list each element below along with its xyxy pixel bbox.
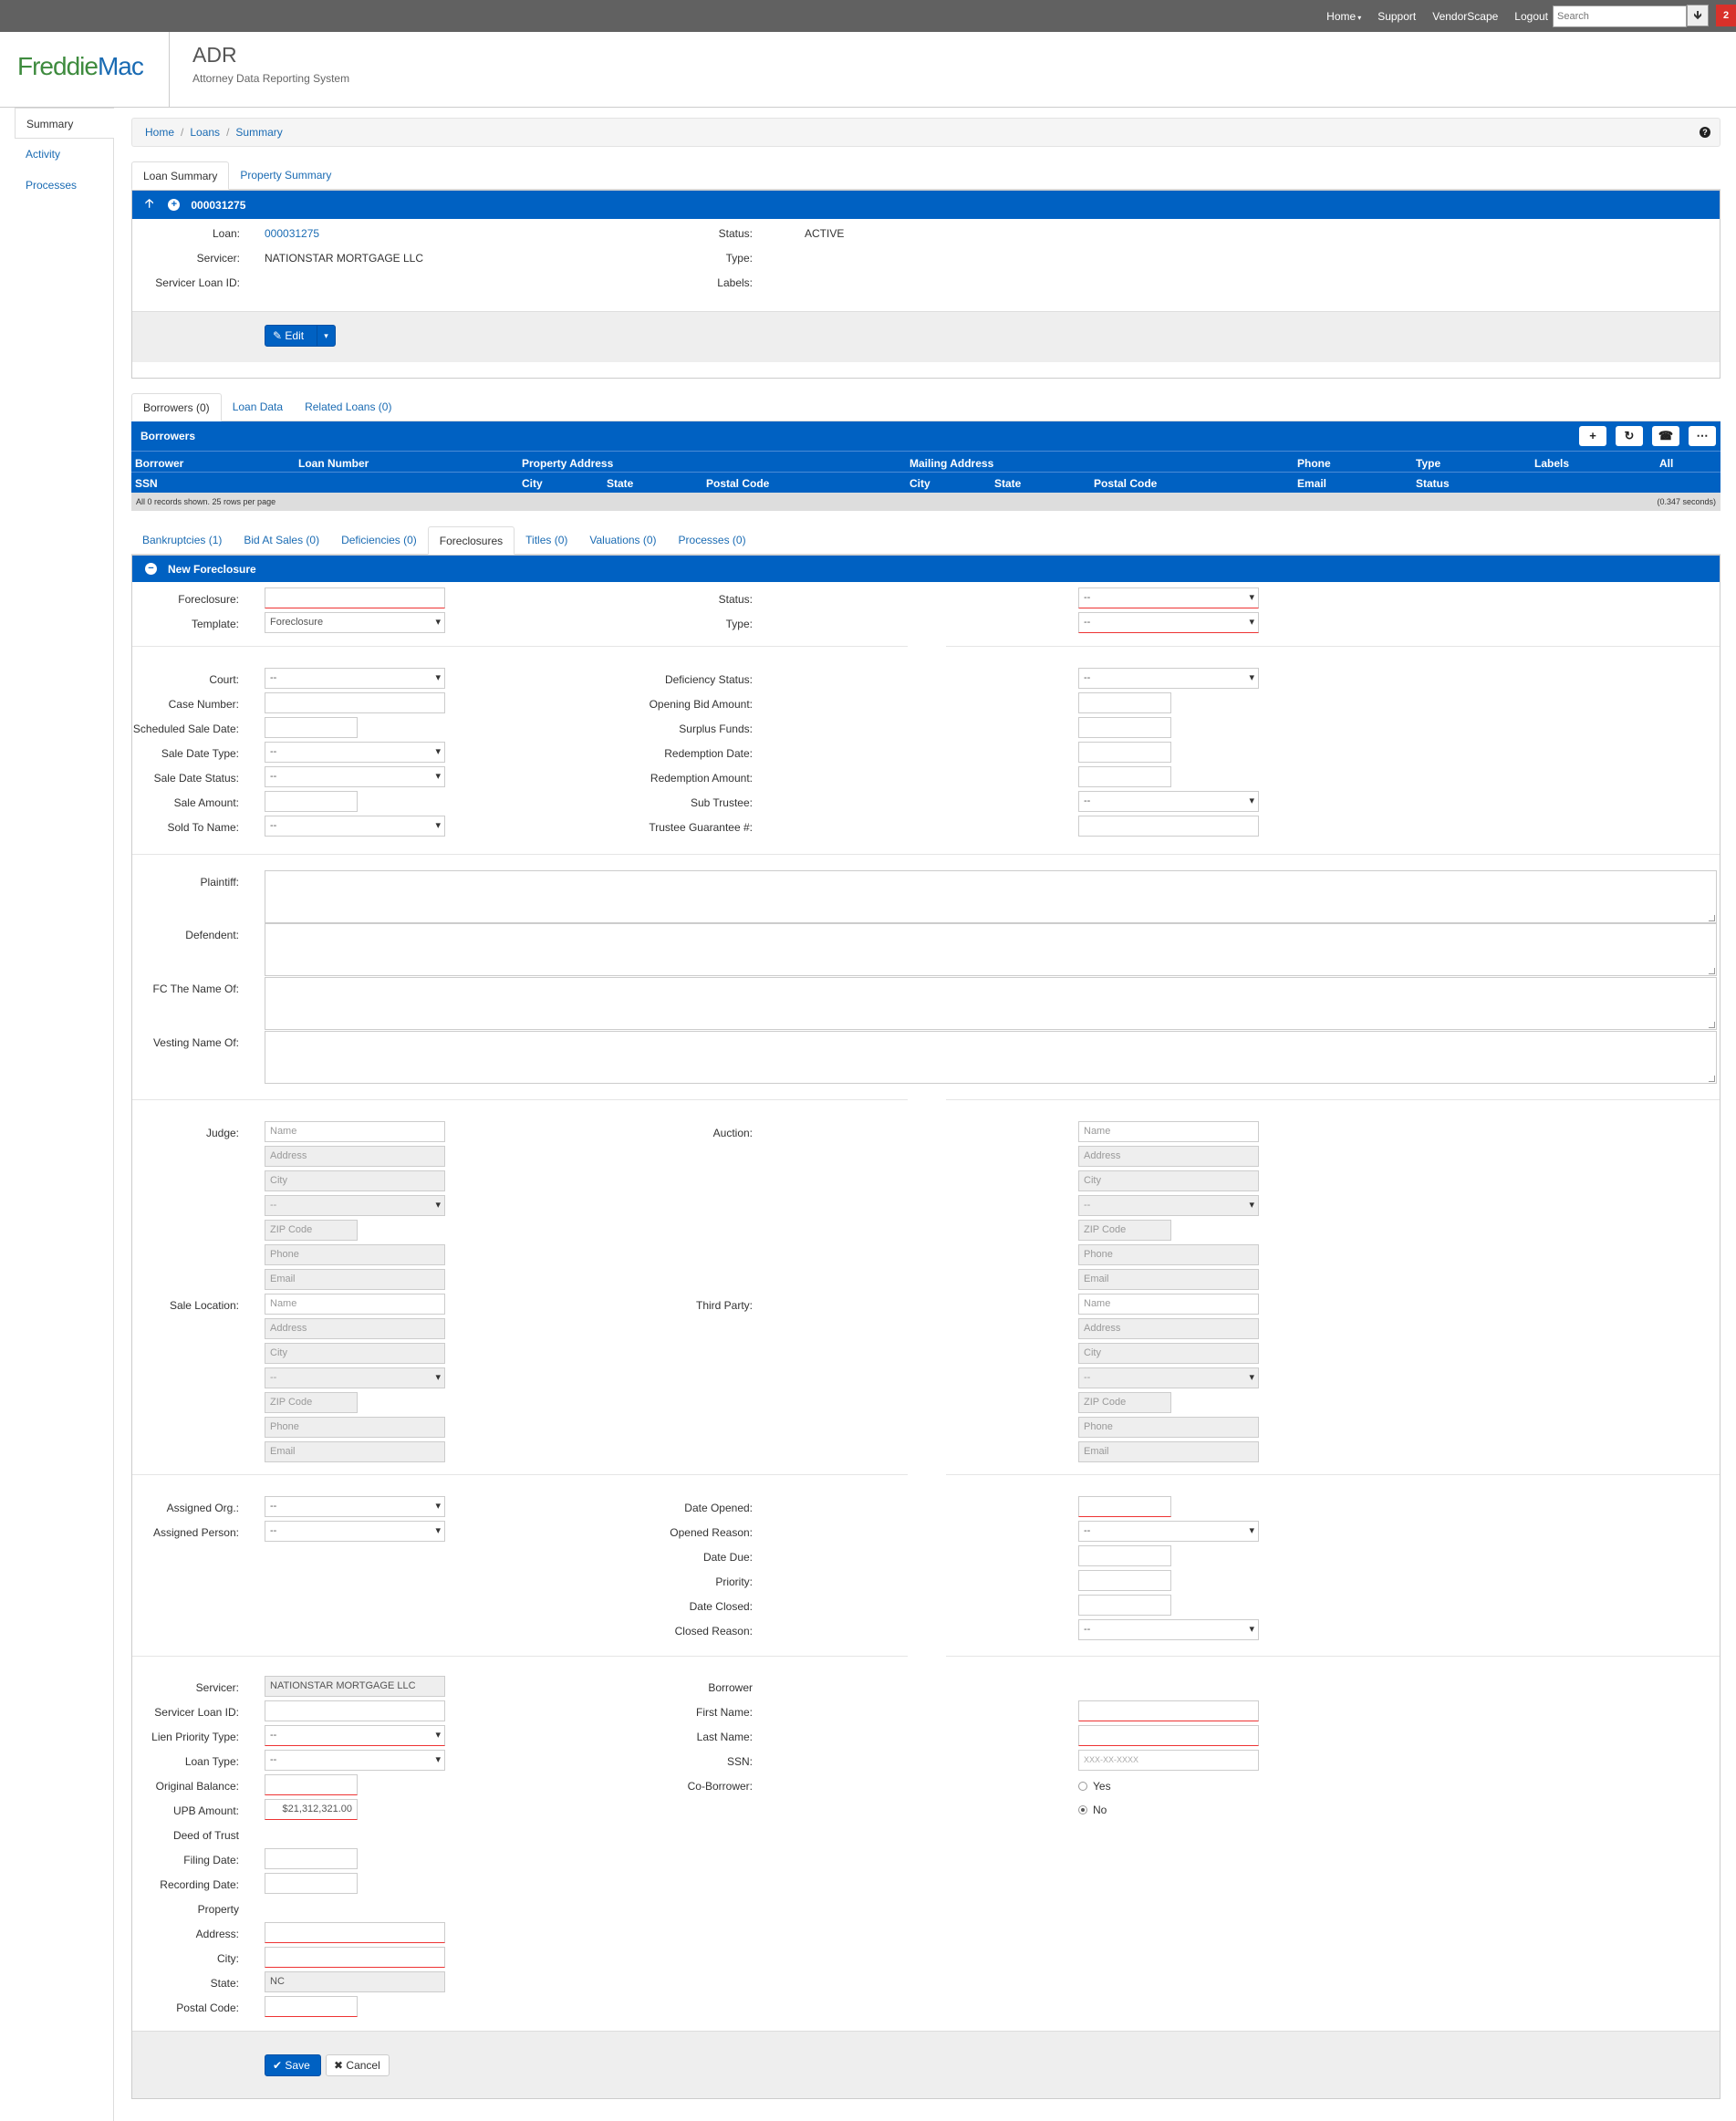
servicer-label: Servicer: bbox=[195, 1681, 239, 1694]
co-borrower-yes-radio[interactable] bbox=[1078, 1782, 1087, 1791]
tab-bankruptcies[interactable]: Bankruptcies (1) bbox=[142, 534, 223, 546]
cancel-button-label: Cancel bbox=[346, 2059, 380, 2072]
sub-trustee-label: Sub Trustee: bbox=[690, 796, 753, 809]
date-opened-label: Date Opened: bbox=[684, 1502, 753, 1514]
loan-number-link[interactable]: 000031275 bbox=[265, 227, 320, 240]
divider bbox=[132, 1099, 908, 1100]
defendent-label: Defendent: bbox=[185, 929, 239, 941]
breadcrumb-summary[interactable]: Summary bbox=[235, 126, 283, 139]
co-borrower-label: Co-Borrower: bbox=[687, 1780, 753, 1793]
sale-date-status-select[interactable]: -- ▾ bbox=[265, 766, 445, 787]
vesting-name-of-label: Vesting Name Of: bbox=[152, 1036, 239, 1049]
sale-location-name-input[interactable]: Name bbox=[265, 1294, 445, 1315]
fc-name-of-label: FC The Name Of: bbox=[152, 983, 239, 995]
opening-bid-amount-input[interactable] bbox=[1078, 692, 1171, 713]
date-due-label: Date Due: bbox=[702, 1551, 753, 1564]
third-party-name-input[interactable]: Name bbox=[1078, 1294, 1259, 1315]
surplus-funds-label: Surplus Funds: bbox=[679, 723, 753, 735]
sale-date-type-select[interactable]: -- ▾ bbox=[265, 742, 445, 763]
col-labels[interactable]: Labels bbox=[1534, 457, 1570, 470]
help-icon[interactable]: ? bbox=[1700, 127, 1710, 138]
col-mailing-city[interactable]: City bbox=[910, 477, 930, 490]
redemption-amount-label: Redemption Amount: bbox=[650, 772, 753, 785]
auction-label: Auction: bbox=[712, 1127, 753, 1139]
servicer-loan-id-label: Servicer Loan ID: bbox=[154, 1706, 239, 1719]
closed-reason-label: Closed Reason: bbox=[674, 1625, 753, 1638]
surplus-funds-input[interactable] bbox=[1078, 717, 1171, 738]
col-mailing-state[interactable]: State bbox=[994, 477, 1022, 490]
scheduled-sale-date-label: Scheduled Sale Date: bbox=[132, 723, 239, 735]
sale-amount-input[interactable] bbox=[265, 791, 358, 812]
trustee-guarantee-input[interactable] bbox=[1078, 816, 1259, 837]
original-balance-input[interactable] bbox=[265, 1774, 358, 1795]
date-closed-label: Date Closed: bbox=[689, 1600, 753, 1613]
loan-label: Loan: bbox=[212, 227, 240, 240]
filing-date-label: Filing Date: bbox=[183, 1854, 239, 1866]
recording-date-label: Recording Date: bbox=[160, 1878, 239, 1891]
main-content bbox=[131, 118, 1720, 2099]
status-label: Status: bbox=[718, 593, 753, 606]
search-input[interactable] bbox=[1553, 5, 1687, 27]
state-label: State: bbox=[210, 1977, 239, 1990]
third-party-city-input[interactable]: City bbox=[1078, 1343, 1259, 1364]
redemption-amount-input[interactable] bbox=[1078, 766, 1171, 787]
loan-type-label: Loan Type: bbox=[184, 1755, 239, 1768]
lien-priority-type-label: Lien Priority Type: bbox=[151, 1731, 239, 1743]
auction-zip-input[interactable]: ZIP Code bbox=[1078, 1220, 1171, 1241]
loan-panel-title: 000031275 bbox=[191, 198, 246, 212]
auction-phone-input[interactable]: Phone bbox=[1078, 1244, 1259, 1265]
deficiency-status-label: Deficiency Status: bbox=[664, 673, 753, 686]
plus-icon[interactable]: + bbox=[1579, 426, 1606, 446]
co-borrower-yes-label: Yes bbox=[1093, 1780, 1111, 1793]
top-bar bbox=[0, 0, 1736, 32]
edit-button-label: Edit bbox=[285, 329, 305, 342]
type-label: Type: bbox=[725, 618, 753, 630]
header bbox=[0, 32, 1736, 108]
judge-zip-input[interactable]: ZIP Code bbox=[265, 1220, 358, 1241]
auction-address-input[interactable]: Address bbox=[1078, 1146, 1259, 1167]
timing-info: (0.347 seconds) bbox=[1657, 497, 1716, 506]
servicer-value: NATIONSTAR MORTGAGE LLC bbox=[265, 252, 424, 265]
breadcrumb-separator: / bbox=[181, 126, 184, 139]
tab-foreclosures[interactable]: Foreclosures bbox=[428, 526, 515, 555]
freddie-mac-logo[interactable] bbox=[17, 52, 143, 81]
court-select[interactable]: -- ▾ bbox=[265, 668, 445, 689]
sidebar bbox=[0, 108, 114, 2121]
opening-bid-amount-label: Opening Bid Amount: bbox=[649, 698, 753, 711]
close-icon: ✖ bbox=[334, 2059, 344, 2072]
address-label: Address: bbox=[195, 1928, 239, 1940]
col-mailing-address[interactable]: Mailing Address bbox=[910, 457, 994, 470]
header-divider bbox=[169, 32, 170, 107]
borrowers-panel bbox=[131, 421, 1720, 514]
col-property-address[interactable]: Property Address bbox=[522, 457, 614, 470]
top-nav bbox=[1310, 0, 1687, 32]
foreclosure-header bbox=[132, 556, 1720, 582]
third-party-state-select[interactable]: -- ▾ bbox=[1078, 1367, 1259, 1388]
sale-location-address-input[interactable]: Address bbox=[265, 1318, 445, 1339]
loan-type-select[interactable]: -- ▾ bbox=[265, 1750, 445, 1771]
third-party-email-input[interactable]: Email bbox=[1078, 1441, 1259, 1462]
foreclosure-panel bbox=[131, 555, 1720, 2099]
redemption-date-input[interactable] bbox=[1078, 742, 1171, 763]
nav-logout[interactable]: Logout bbox=[1514, 9, 1548, 23]
col-property-postal-code[interactable]: Postal Code bbox=[706, 477, 770, 490]
property-state-input[interactable]: NC bbox=[265, 1971, 445, 1992]
col-property-state[interactable]: State bbox=[607, 477, 634, 490]
plaintiff-textarea[interactable] bbox=[265, 870, 1717, 923]
header-divider bbox=[131, 472, 1720, 473]
divider bbox=[946, 1656, 1720, 1657]
breadcrumb-separator: / bbox=[226, 126, 230, 139]
divider bbox=[946, 1474, 1720, 1475]
col-type[interactable]: Type bbox=[1416, 457, 1441, 470]
save-button[interactable] bbox=[265, 2054, 321, 2076]
nav-vendorscape[interactable]: VendorScape bbox=[1432, 9, 1499, 23]
third-party-zip-input[interactable]: ZIP Code bbox=[1078, 1392, 1171, 1413]
first-name-label: First Name: bbox=[695, 1706, 753, 1719]
scheduled-sale-date-input[interactable] bbox=[265, 717, 358, 738]
auction-city-input[interactable]: City bbox=[1078, 1170, 1259, 1191]
city-label: City: bbox=[217, 1952, 239, 1965]
check-icon: ✔ bbox=[273, 2059, 283, 2072]
toggle-circle-icon[interactable]: + bbox=[168, 199, 180, 211]
tab-related-loans[interactable]: Related Loans (0) bbox=[305, 400, 392, 413]
redemption-date-label: Redemption Date: bbox=[664, 747, 753, 760]
deficiency-status-select[interactable]: -- ▾ bbox=[1078, 668, 1259, 689]
divider bbox=[132, 646, 908, 647]
property-city-input[interactable] bbox=[265, 1947, 445, 1968]
original-balance-label: Original Balance: bbox=[155, 1780, 239, 1793]
vesting-name-of-textarea[interactable] bbox=[265, 1031, 1717, 1084]
breadcrumb bbox=[131, 118, 1720, 147]
case-number-label: Case Number: bbox=[168, 698, 239, 711]
col-borrower[interactable]: Borrower bbox=[135, 457, 184, 470]
type-select[interactable]: -- ▾ bbox=[1078, 612, 1259, 633]
col-email[interactable]: Email bbox=[1297, 477, 1327, 490]
judge-city-input[interactable]: City bbox=[265, 1170, 445, 1191]
logo-part1: Freddie bbox=[17, 52, 98, 80]
sale-date-type-label: Sale Date Type: bbox=[161, 747, 239, 760]
lien-priority-type-select[interactable]: -- ▾ bbox=[265, 1725, 445, 1746]
template-select[interactable]: Foreclosure ▾ bbox=[265, 612, 445, 633]
postal-code-label: Postal Code: bbox=[176, 2001, 239, 2014]
loan-panel-footer bbox=[132, 311, 1720, 362]
sale-location-label: Sale Location: bbox=[169, 1299, 239, 1312]
sold-to-name-select[interactable]: -- ▾ bbox=[265, 816, 445, 837]
assigned-org-label: Assigned Org.: bbox=[166, 1502, 239, 1514]
tab-loan-summary[interactable]: Loan Summary bbox=[131, 161, 229, 190]
judge-label: Judge: bbox=[205, 1127, 239, 1139]
foreclosure-footer bbox=[132, 2031, 1720, 2098]
servicer-loan-id-label: Servicer Loan ID: bbox=[155, 276, 240, 289]
judge-address-input[interactable]: Address bbox=[265, 1146, 445, 1167]
nav-support[interactable]: Support bbox=[1377, 9, 1417, 23]
sale-location-zip-input[interactable]: ZIP Code bbox=[265, 1392, 358, 1413]
defendent-textarea[interactable] bbox=[265, 923, 1717, 976]
closed-reason-select[interactable]: -- ▾ bbox=[1078, 1619, 1259, 1640]
loan-panel-header bbox=[132, 191, 1720, 219]
sale-location-phone-input[interactable]: Phone bbox=[265, 1417, 445, 1438]
borrowers-footer bbox=[131, 493, 1720, 511]
more-icon[interactable]: ⋯ bbox=[1689, 426, 1716, 446]
download-icon[interactable]: 🡻 bbox=[1687, 5, 1709, 26]
loan-panel bbox=[131, 190, 1720, 379]
sale-location-email-input[interactable]: Email bbox=[265, 1441, 445, 1462]
foreclosure-input[interactable] bbox=[265, 587, 445, 608]
servicer-label: Servicer: bbox=[196, 252, 240, 265]
sale-location-city-input[interactable]: City bbox=[265, 1343, 445, 1364]
labels-label: Labels: bbox=[717, 276, 753, 289]
sub-trustee-select[interactable]: -- ▾ bbox=[1078, 791, 1259, 812]
assigned-org-select[interactable]: -- ▾ bbox=[265, 1496, 445, 1517]
edit-icon: ✎ bbox=[273, 329, 283, 342]
third-party-address-input[interactable]: Address bbox=[1078, 1318, 1259, 1339]
col-phone[interactable]: Phone bbox=[1297, 457, 1331, 470]
ssn-input[interactable]: XXX-XX-XXXX bbox=[1078, 1750, 1259, 1771]
status-value: ACTIVE bbox=[805, 227, 845, 240]
upb-amount-label: UPB Amount: bbox=[172, 1804, 239, 1817]
col-all[interactable]: All bbox=[1659, 457, 1674, 470]
priority-input[interactable] bbox=[1078, 1570, 1171, 1591]
col-mailing-postal-code[interactable]: Postal Code bbox=[1094, 477, 1158, 490]
loan-tabs bbox=[131, 161, 1720, 190]
app-subtitle: Attorney Data Reporting System bbox=[192, 72, 350, 85]
cancel-button[interactable] bbox=[326, 2054, 390, 2076]
first-name-input[interactable] bbox=[1078, 1700, 1259, 1721]
col-ssn[interactable]: SSN bbox=[135, 477, 158, 490]
process-tabs bbox=[131, 526, 1720, 555]
sidebar-item-activity[interactable]: Activity bbox=[26, 148, 61, 161]
last-name-label: Last Name: bbox=[696, 1731, 753, 1743]
foreclosure-title: New Foreclosure bbox=[168, 562, 256, 576]
divider bbox=[132, 1474, 908, 1475]
tab-bid-at-sales[interactable]: Bid At Sales (0) bbox=[244, 534, 320, 546]
tab-property-summary[interactable]: Property Summary bbox=[240, 169, 332, 182]
date-closed-input[interactable] bbox=[1078, 1595, 1171, 1616]
date-opened-input[interactable] bbox=[1078, 1496, 1171, 1517]
tab-loan-data[interactable]: Loan Data bbox=[232, 400, 284, 413]
auction-email-input[interactable]: Email bbox=[1078, 1269, 1259, 1290]
logo-part2: Mac bbox=[97, 52, 143, 80]
collapse-circle-icon[interactable]: − bbox=[145, 563, 157, 575]
divider bbox=[132, 854, 1720, 855]
foreclosure-label: Foreclosure: bbox=[178, 593, 239, 606]
co-borrower-no-label: No bbox=[1093, 1804, 1107, 1816]
refresh-icon[interactable]: ↻ bbox=[1616, 426, 1643, 446]
caret-down-icon[interactable]: ▾ bbox=[317, 326, 335, 346]
trustee-guarantee-label: Trustee Guarantee #: bbox=[649, 821, 753, 834]
records-info: All 0 records shown. 25 rows per page bbox=[136, 497, 276, 506]
upb-amount-input[interactable]: $21,312,321.00 bbox=[265, 1799, 358, 1820]
third-party-phone-input[interactable]: Phone bbox=[1078, 1417, 1259, 1438]
fc-name-of-textarea[interactable] bbox=[265, 977, 1717, 1030]
third-party-label: Third Party: bbox=[695, 1299, 753, 1312]
tab-valuations[interactable]: Valuations (0) bbox=[589, 534, 657, 546]
filing-date-input[interactable] bbox=[265, 1848, 358, 1869]
save-button-label: Save bbox=[285, 2059, 310, 2072]
judge-email-input[interactable]: Email bbox=[265, 1269, 445, 1290]
ssn-label: SSN: bbox=[726, 1755, 753, 1768]
last-name-input[interactable] bbox=[1078, 1725, 1259, 1746]
nav-home[interactable] bbox=[1326, 10, 1361, 23]
priority-label: Priority: bbox=[715, 1575, 753, 1588]
court-label: Court: bbox=[209, 673, 239, 686]
judge-phone-input[interactable]: Phone bbox=[265, 1244, 445, 1265]
nav-home-label: Home bbox=[1326, 9, 1357, 23]
borrower-section-label: Borrower bbox=[708, 1681, 753, 1694]
divider bbox=[132, 1656, 908, 1657]
borrowers-table-header bbox=[131, 451, 1720, 493]
tab-titles[interactable]: Titles (0) bbox=[525, 534, 568, 546]
status-select[interactable]: -- ▾ bbox=[1078, 587, 1259, 608]
notification-badge[interactable]: 2 bbox=[1716, 5, 1736, 26]
sale-date-status-label: Sale Date Status: bbox=[153, 772, 239, 785]
breadcrumb-loans[interactable]: Loans bbox=[190, 126, 221, 139]
col-property-city[interactable]: City bbox=[522, 477, 543, 490]
arrow-up-icon[interactable]: 🡡 bbox=[145, 195, 154, 210]
case-number-input[interactable] bbox=[265, 692, 445, 713]
divider bbox=[946, 646, 1720, 647]
opened-reason-select[interactable]: -- ▾ bbox=[1078, 1521, 1259, 1542]
date-due-input[interactable] bbox=[1078, 1545, 1171, 1566]
tab-borrowers[interactable]: Borrowers (0) bbox=[131, 393, 222, 421]
servicer-loan-id-input[interactable] bbox=[265, 1700, 445, 1721]
phone-icon[interactable]: ☎ bbox=[1652, 426, 1679, 446]
template-label: Template: bbox=[191, 618, 239, 630]
assigned-person-select[interactable]: -- ▾ bbox=[265, 1521, 445, 1542]
caret-down-icon: ▾ bbox=[1357, 13, 1362, 22]
sale-location-state-select[interactable]: -- ▾ bbox=[265, 1367, 445, 1388]
sold-to-name-label: Sold To Name: bbox=[167, 821, 239, 834]
judge-name-input[interactable]: Name bbox=[265, 1121, 445, 1142]
recording-date-input[interactable] bbox=[265, 1873, 358, 1894]
property-label: Property bbox=[197, 1903, 239, 1916]
sidebar-item-processes[interactable]: Processes bbox=[26, 179, 78, 192]
co-borrower-no-radio[interactable] bbox=[1078, 1805, 1087, 1814]
borrowers-header bbox=[131, 421, 1720, 451]
borrowers-title: Borrowers bbox=[140, 430, 196, 442]
status-label: Status: bbox=[718, 227, 753, 240]
breadcrumb-home[interactable]: Home bbox=[145, 126, 175, 139]
sidebar-item-summary[interactable]: Summary bbox=[15, 108, 114, 139]
edit-button[interactable] bbox=[265, 325, 336, 347]
plaintiff-label: Plaintiff: bbox=[200, 876, 239, 889]
property-address-input[interactable] bbox=[265, 1922, 445, 1943]
servicer-input[interactable]: NATIONSTAR MORTGAGE LLC bbox=[265, 1676, 445, 1697]
judge-state-select[interactable]: -- ▾ bbox=[265, 1195, 445, 1216]
col-status[interactable]: Status bbox=[1416, 477, 1450, 490]
tab-processes[interactable]: Processes (0) bbox=[678, 534, 746, 546]
auction-state-select[interactable]: -- ▾ bbox=[1078, 1195, 1259, 1216]
property-postal-code-input[interactable] bbox=[265, 1996, 358, 2017]
divider bbox=[946, 1099, 1720, 1100]
opened-reason-label: Opened Reason: bbox=[670, 1526, 753, 1539]
deed-of-trust-label: Deed of Trust bbox=[172, 1829, 239, 1842]
sale-amount-label: Sale Amount: bbox=[173, 796, 239, 809]
app-title: ADR bbox=[192, 43, 237, 67]
assigned-person-label: Assigned Person: bbox=[152, 1526, 239, 1539]
tab-deficiencies[interactable]: Deficiencies (0) bbox=[341, 534, 417, 546]
type-label: Type: bbox=[725, 252, 753, 265]
col-loan-number[interactable]: Loan Number bbox=[298, 457, 369, 470]
auction-name-input[interactable]: Name bbox=[1078, 1121, 1259, 1142]
borrower-tabs bbox=[131, 393, 1720, 421]
